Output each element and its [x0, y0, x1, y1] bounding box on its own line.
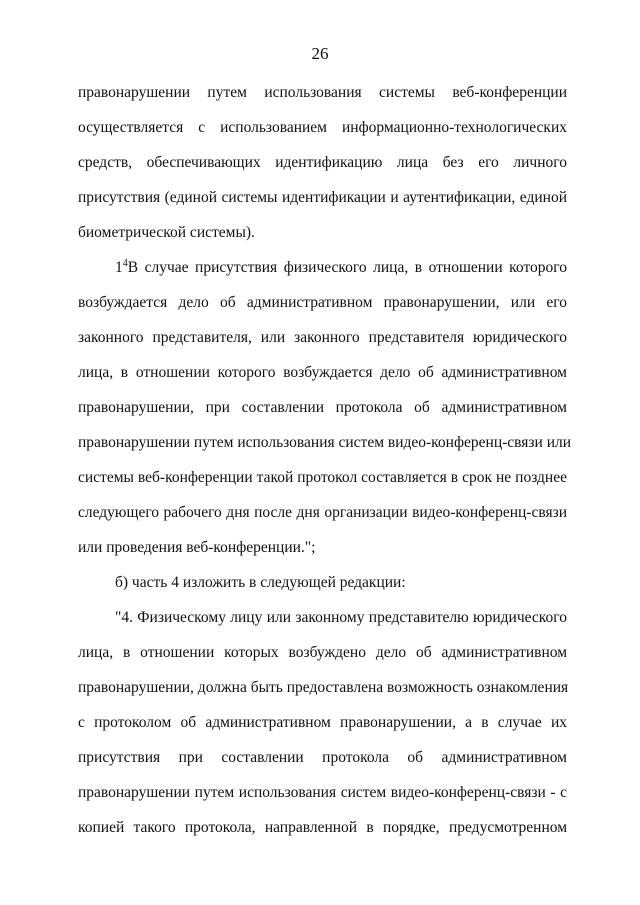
text-line: б) часть 4 изложить в следующей редакции: [115, 574, 406, 591]
text-line: присутствия (единой системы идентификации и аутентификации, единой [78, 189, 567, 206]
item-number: 1 [115, 259, 123, 276]
text-line: осуществляется с использованием информационно-технологических [78, 119, 567, 136]
text-line: правонарушении, при составлении протокола об административном [78, 399, 567, 416]
text-line: возбуждается дело об административном правонарушении, или его [78, 294, 567, 311]
text-line: лица, в отношении которых возбуждено дело об административном [78, 644, 567, 661]
text-line: или проведения веб-конференции."; [78, 539, 316, 556]
text-line: законного представителя, или законного представителя юридического [78, 329, 567, 346]
text-line: с протоколом об административном правонарушении, а в случае их [78, 714, 567, 731]
text-line: правонарушении путем использования системы веб-конференции [78, 84, 567, 101]
item-text: В случае присутствия физического лица, в отношении которого [127, 259, 567, 276]
item-superscript: 4 [122, 258, 128, 269]
text-line: правонарушении путем использования систем видео-конференц-связи или [78, 434, 572, 451]
text-line: "4. Физическому лицу или законному представителю юридического [115, 609, 567, 626]
text-line: правонарушении, должна быть предоставлена возможность ознакомления [78, 679, 569, 696]
page-number: 26 [311, 44, 329, 63]
text-line: следующего рабочего дня после дня организации видео-конференц-связи [78, 504, 567, 521]
text-line: присутствия при составлении протокола об административном [78, 749, 567, 766]
text-line: лица, в отношении которого возбуждается дело об административном [78, 364, 567, 381]
text-line: средств, обеспечивающих идентификацию лица без его личного [78, 154, 567, 171]
text-line: копией такого протокола, направленной в порядке, предусмотренном [78, 819, 567, 836]
text-line: биометрической системы). [78, 224, 255, 241]
text-line-item [115, 258, 567, 278]
text-line: системы веб-конференции такой протокол составляется в срок не позднее [78, 469, 567, 486]
text-line: правонарушении путем использования систем видео-конференц-связи - с [78, 784, 567, 801]
